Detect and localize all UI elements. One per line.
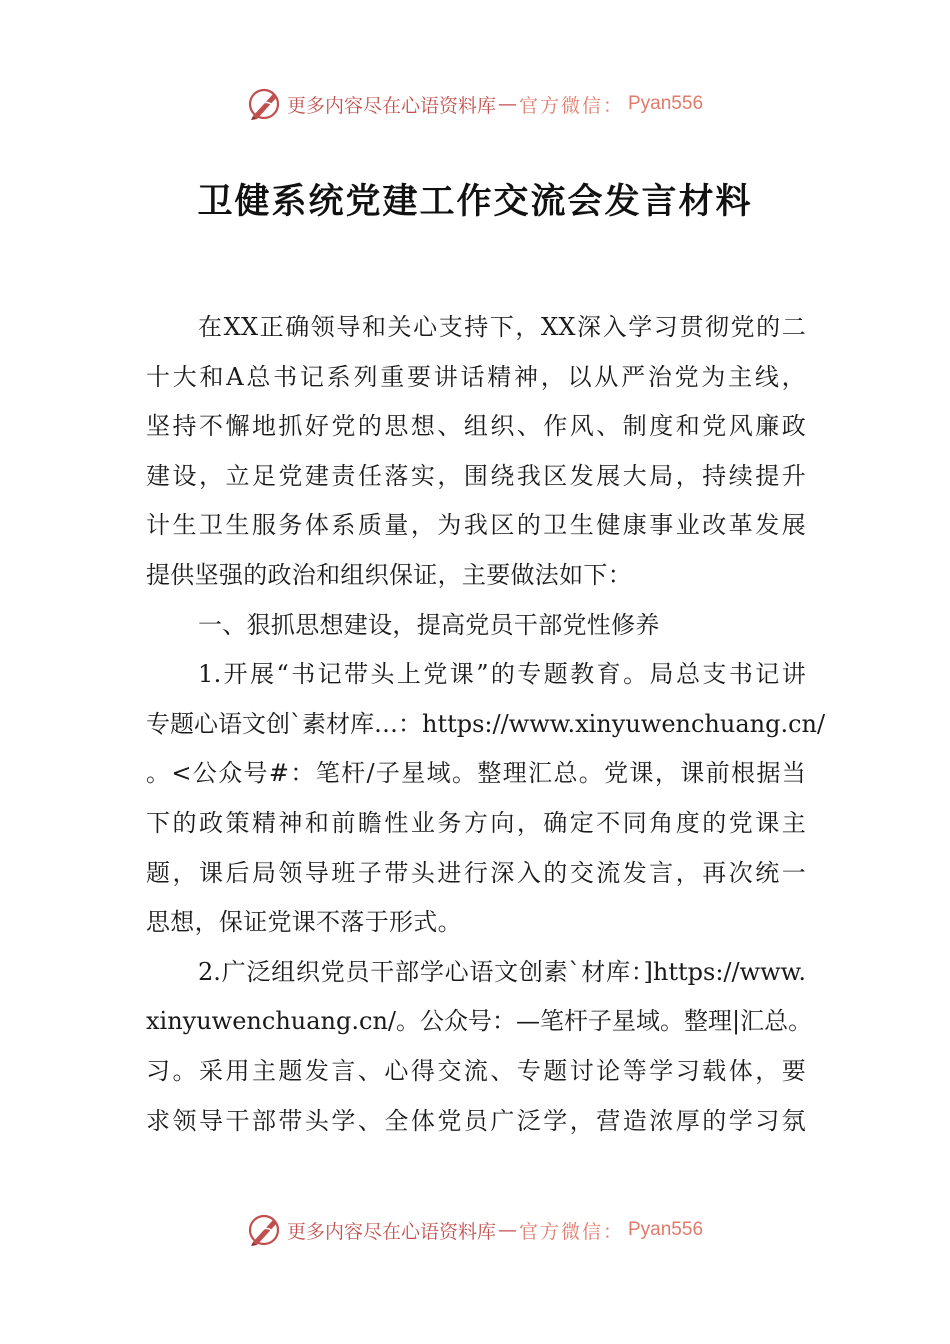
text-line: 建设，立足党建责任落实，围绕我区发展大局，持续提升 — [146, 461, 806, 490]
text-line: 2.广泛组织党员干部学心语文创素`材库：]https://www. — [198, 957, 806, 986]
footer-banner — [0, 1210, 950, 1250]
banner-wechat-label: 官方微信： — [518, 94, 624, 117]
text-line: 下的政策精神和前瞻性业务方向，确定不同角度的党课主 — [146, 808, 806, 837]
banner-main-text: 更多内容尽在心语资料库 — [286, 94, 496, 117]
text-line: 求领导干部带头学、全体党员广泛学，营造浓厚的学习氛 — [146, 1106, 806, 1135]
header-banner — [0, 84, 950, 124]
text-line: 提供坚强的政治和组织保证，主要做法如下： — [146, 560, 632, 589]
banner-main-text: 更多内容尽在心语资料库 — [286, 1220, 496, 1243]
pen-logo-icon — [247, 1212, 283, 1248]
text-line: 坚持不懈地抓好党的思想、组织、作风、制度和党风廉政 — [146, 412, 806, 441]
text-line: 1.开展“书记带头上党课”的专题教育。局总支书记讲 — [198, 660, 806, 689]
text-line: 习。采用主题发言、心得交流、专题讨论等学习载体，要 — [146, 1056, 806, 1085]
text-line: 计生卫生服务体系质量，为我区的卫生健康事业改革发展 — [146, 511, 806, 540]
banner-separator: — — [497, 93, 517, 115]
text-line: 题，课后局领导班子带头进行深入的交流发言，再次统一 — [146, 858, 806, 887]
text-line: 十大和A总书记系列重要讲话精神，以从严治党为主线， — [146, 362, 806, 391]
banner-separator: — — [497, 1219, 517, 1241]
section-heading: 一、狠抓思想建设，提高党员干部党性修养 — [198, 610, 660, 639]
text-line: xinyuwenchuang.cn/。公众号：—笔杆子星域。整理|汇总。 — [146, 1007, 813, 1036]
text-line: 专题心语文创`素材库…：https://www.xinyuwenchuang.cn/ — [146, 709, 826, 738]
pen-logo-icon — [247, 86, 283, 122]
text-line: 思想，保证党课不落于形式。 — [146, 908, 462, 937]
banner-wechat-handle: Pyan556 — [628, 93, 704, 114]
document-title: 卫健系统党建工作交流会发言材料 — [197, 181, 753, 222]
banner-wechat-label: 官方微信： — [518, 1220, 624, 1243]
banner-wechat-handle: Pyan556 — [628, 1219, 704, 1240]
document-body — [146, 303, 826, 1146]
text-line: 在XX正确领导和关心支持下，XX深入学习贯彻党的二 — [198, 313, 806, 341]
text-line: 。<公众号#：笔杆/子星域。整理汇总。党课，课前根据当 — [146, 759, 806, 788]
